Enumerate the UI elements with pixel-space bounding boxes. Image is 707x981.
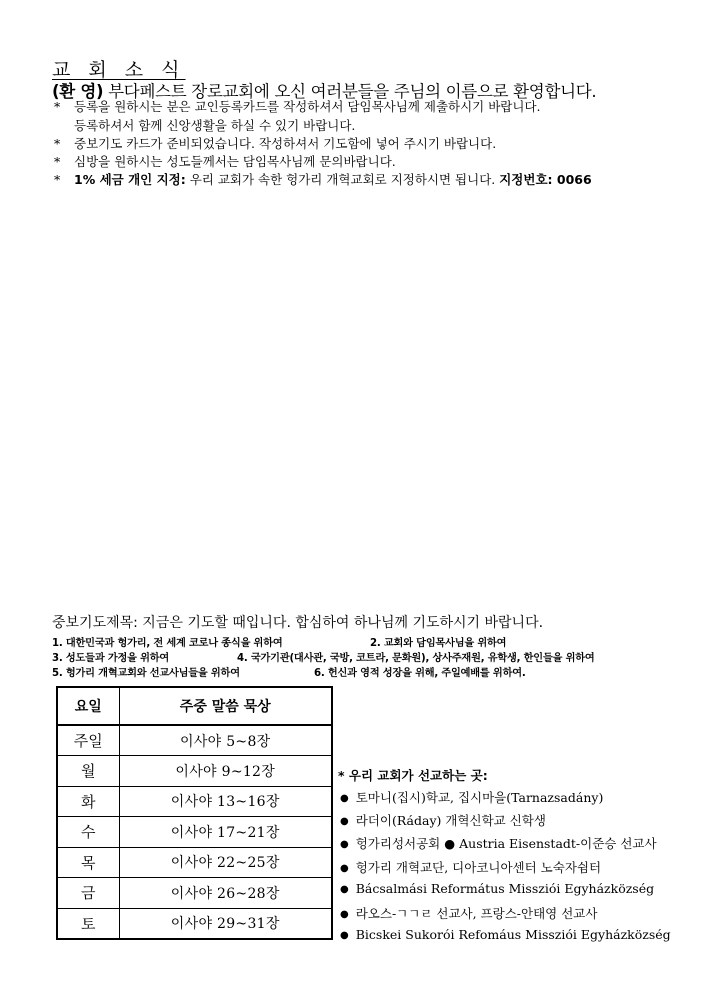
- bullet-star: *: [54, 136, 61, 151]
- missions-list: [340, 788, 671, 950]
- table-row: [57, 847, 332, 878]
- reading-cell: 이사야 5~8장: [119, 725, 332, 756]
- reading-cell: 이사야 17~21장: [119, 817, 332, 848]
- notice-text: 심방을 원하시는 성도들께서는 담임목사님께 문의바랍니다.: [74, 154, 396, 169]
- tax-label: 1% 세금 개인 지정:: [74, 172, 186, 187]
- day-cell: 화: [57, 786, 119, 817]
- bullet-star: *: [54, 172, 61, 187]
- header-reading: 주중 말씀 묵상: [119, 687, 332, 725]
- tax-code: 지정번호: 0066: [499, 172, 592, 187]
- table-row: [57, 817, 332, 848]
- table-row: [57, 756, 332, 787]
- notice-text: 등록을 원하시는 분은 교인등록카드를 작성하셔서 담임목사님께 제출하시기 바랍니다.: [74, 99, 541, 114]
- bullet-star: *: [54, 99, 61, 114]
- day-cell: 목: [57, 847, 119, 878]
- bullet-star: *: [54, 154, 61, 169]
- reading-cell: 이사야 22~25장: [119, 847, 332, 878]
- reading-cell: 이사야 13~16장: [119, 786, 332, 817]
- reading-cell: 이사야 9~12장: [119, 756, 332, 787]
- day-cell: 월: [57, 756, 119, 787]
- prayer-row-3: [52, 664, 526, 679]
- notice-text: 등록하셔서 함께 신앙생활을 하실 수 있기 바랍니다.: [74, 118, 356, 133]
- reading-cell: 이사야 29~31장: [119, 908, 332, 939]
- list-item: ● 라오스-ㄱㄱㄹ 선교사, 프랑스-안태영 선교사: [340, 904, 671, 927]
- prayer-item: 6. 헌신과 영적 성장을 위해, 주일예배를 위하여.: [314, 668, 526, 679]
- church-news-title: 교 회 소 식: [52, 59, 186, 81]
- day-cell: 금: [57, 878, 119, 909]
- list-item: ● Bácsalmási Református Missziói Egyházközség: [340, 881, 671, 904]
- list-item: ● 헝가리성서공회 ● Austria Eisenstadt-이준승 선교사: [340, 834, 671, 857]
- tax-notice: [54, 171, 592, 188]
- tax-text: 우리 교회가 속한 헝가리 개혁교회로 지정하시면 됩니다.: [185, 172, 500, 187]
- notice-1: [54, 98, 541, 115]
- table-row: [57, 908, 332, 939]
- list-item: ● 토마니(집시)학교, 집시마을(Tarnazsadány): [340, 788, 671, 811]
- missions-header: * 우리 교회가 선교하는 곳:: [338, 768, 488, 783]
- notice-2: [54, 135, 496, 152]
- table-row: [57, 878, 332, 909]
- prayer-item: 4. 국가기관(대사관, 국방, 코트라, 문화원), 상사주재원, 유학생, 한인들을 위하여: [237, 653, 595, 664]
- day-cell: 수: [57, 817, 119, 848]
- weekly-reading-table: [56, 686, 333, 940]
- prayer-item: 5. 헝가리 개혁교회와 선교사님들을 위하여: [52, 668, 240, 679]
- table-header-row: [57, 687, 332, 725]
- welcome-tag: (환 영): [52, 82, 104, 101]
- notice-1-cont: [54, 117, 355, 134]
- list-item: ● 헝가리 개혁교단, 디아코니아센터 노숙자쉼터: [340, 858, 671, 881]
- notice-text: 중보기도 카드가 준비되었습니다. 작성하셔서 기도함에 넣어 주시기 바랍니다.: [74, 136, 497, 151]
- header-day: 요일: [57, 687, 119, 725]
- reading-cell: 이사야 26~28장: [119, 878, 332, 909]
- prayer-item: 2. 교회와 담임목사님을 위하여: [370, 638, 507, 649]
- table-row: [57, 786, 332, 817]
- prayer-row-1: [52, 634, 506, 649]
- prayer-item: 3. 성도들과 가정을 위하여: [52, 653, 170, 664]
- prayer-item: 1. 대한민국과 헝가리, 전 세계 코로나 종식을 위하여: [52, 638, 283, 649]
- day-cell: 주일: [57, 725, 119, 756]
- welcome-text: 부다페스트 장로교회에 오신 여러분들을 주님의 이름으로 환영합니다.: [103, 82, 597, 101]
- prayer-row-2: [52, 649, 595, 664]
- list-item: ● 라더이(Ráday) 개혁신학교 신학생: [340, 811, 671, 834]
- prayer-title: 중보기도제목: 지금은 기도할 때입니다. 합심하여 하나님께 기도하시기 바랍니다.: [52, 615, 544, 631]
- notice-3: [54, 153, 396, 170]
- list-item: ● Bicskei Sukorói Refomáus Missziói Egyházközség: [340, 927, 671, 950]
- day-cell: 토: [57, 908, 119, 939]
- table-row: [57, 725, 332, 756]
